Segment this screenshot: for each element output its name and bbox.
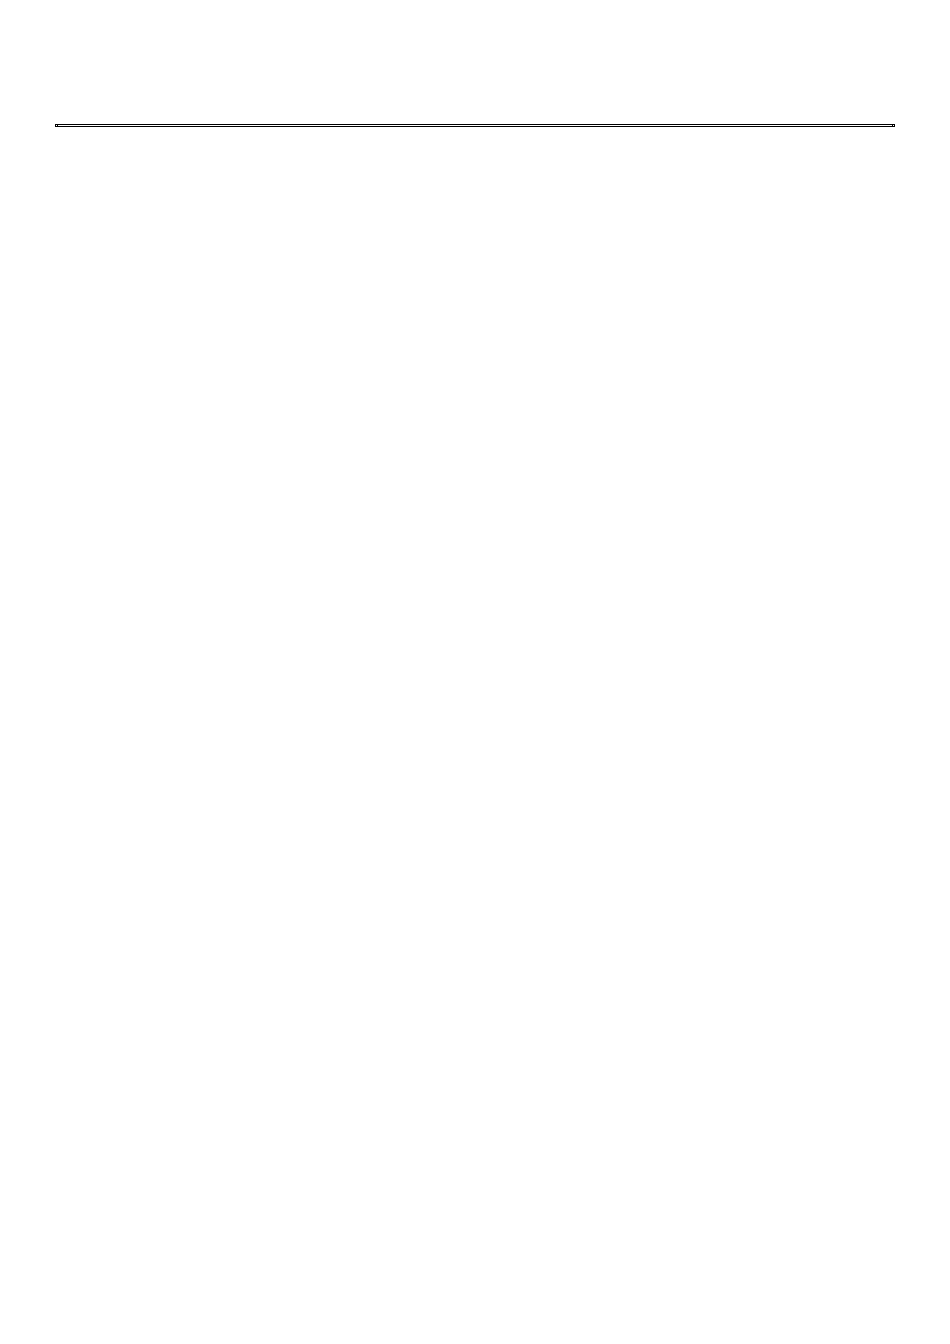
motor-spec-table (55, 124, 895, 127)
motor-spec-sheet (55, 124, 895, 127)
